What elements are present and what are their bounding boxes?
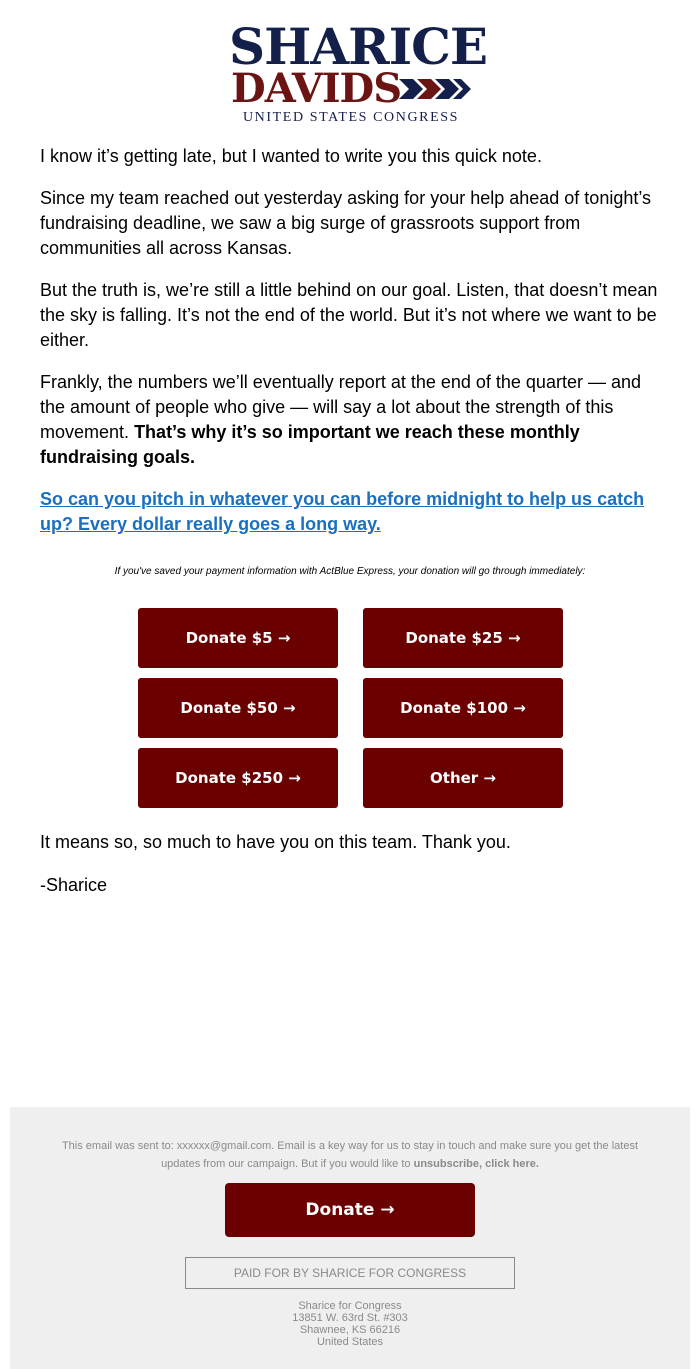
- thank-you-text: It means so, so much to have you on this team. Thank you.: [40, 832, 511, 852]
- address-city: Shawnee, KS 66216: [299, 1324, 401, 1336]
- actblue-express-note: If you've saved your payment information with ActBlue Express, your donation will go through immediately:: [114, 566, 586, 577]
- campaign-logo: [229, 17, 487, 128]
- logo-first-name: SHARICE: [229, 17, 487, 76]
- donate-250-button[interactable]: Donate $250 →: [138, 748, 338, 808]
- paragraph-4-emphasis: That’s why it’s so important we reach these monthly fundraising goals.: [40, 422, 580, 467]
- donate-100-button[interactable]: Donate $100 →: [363, 678, 563, 738]
- footer: [10, 1107, 690, 1369]
- paragraph-4: [40, 370, 665, 470]
- closing: [40, 830, 665, 916]
- footer-notice: [50, 1137, 650, 1173]
- donate-cta-link[interactable]: So can you pitch in whatever you can before midnight to help us catch up? Every dollar really goes a long way.: [40, 489, 645, 534]
- paragraph-4-text: Frankly, the numbers we’ll eventually report at the end of the quarter — and the amount of people who give — will say a lot about the strength of this movement.: [40, 372, 641, 442]
- arrows-icon: [399, 76, 471, 102]
- donate-other-button[interactable]: Other →: [363, 748, 563, 808]
- unsubscribe-link[interactable]: unsubscribe, click here.: [413, 1158, 539, 1170]
- donate-25-button[interactable]: Donate $25 →: [363, 608, 563, 668]
- mailing-address: [10, 1300, 690, 1348]
- paragraph-2: Since my team reached out yesterday asking for your help ahead of tonight’s fundraising deadline, we saw a big surge of grassroots support from communities all across Kansas.: [40, 188, 652, 258]
- donate-5-button[interactable]: Donate $5 →: [138, 608, 338, 668]
- email-body: [40, 144, 665, 554]
- donate-50-button[interactable]: Donate $50 →: [138, 678, 338, 738]
- signature: -Sharice: [40, 875, 108, 895]
- address-street: 13851 W. 63rd St. #303: [292, 1312, 408, 1324]
- logo-subtitle: UNITED STATES CONGRESS: [242, 110, 460, 125]
- address-name: Sharice for Congress: [298, 1300, 402, 1312]
- footer-donate-button[interactable]: Donate →: [225, 1183, 475, 1237]
- paid-for-disclaimer: PAID FOR BY SHARICE FOR CONGRESS: [185, 1257, 515, 1289]
- cta-paragraph: [40, 487, 665, 537]
- address-country: United States: [316, 1336, 384, 1348]
- paragraph-1: I know it’s getting late, but I wanted to write you this quick note.: [40, 146, 542, 166]
- paragraph-3: But the truth is, we’re still a little behind on our goal. Listen, that doesn’t mean the sky is falling. It’s not the end of the world. But it’s not where we want to be either.: [40, 280, 658, 350]
- footer-sent-to: This email was sent to: xxxxxx@gmail.com. Email is a key way for us to stay in touch and make sure you get the latest updates from our campaign. But if you would like to: [61, 1140, 639, 1170]
- logo-last-name: DAVIDS: [231, 65, 402, 112]
